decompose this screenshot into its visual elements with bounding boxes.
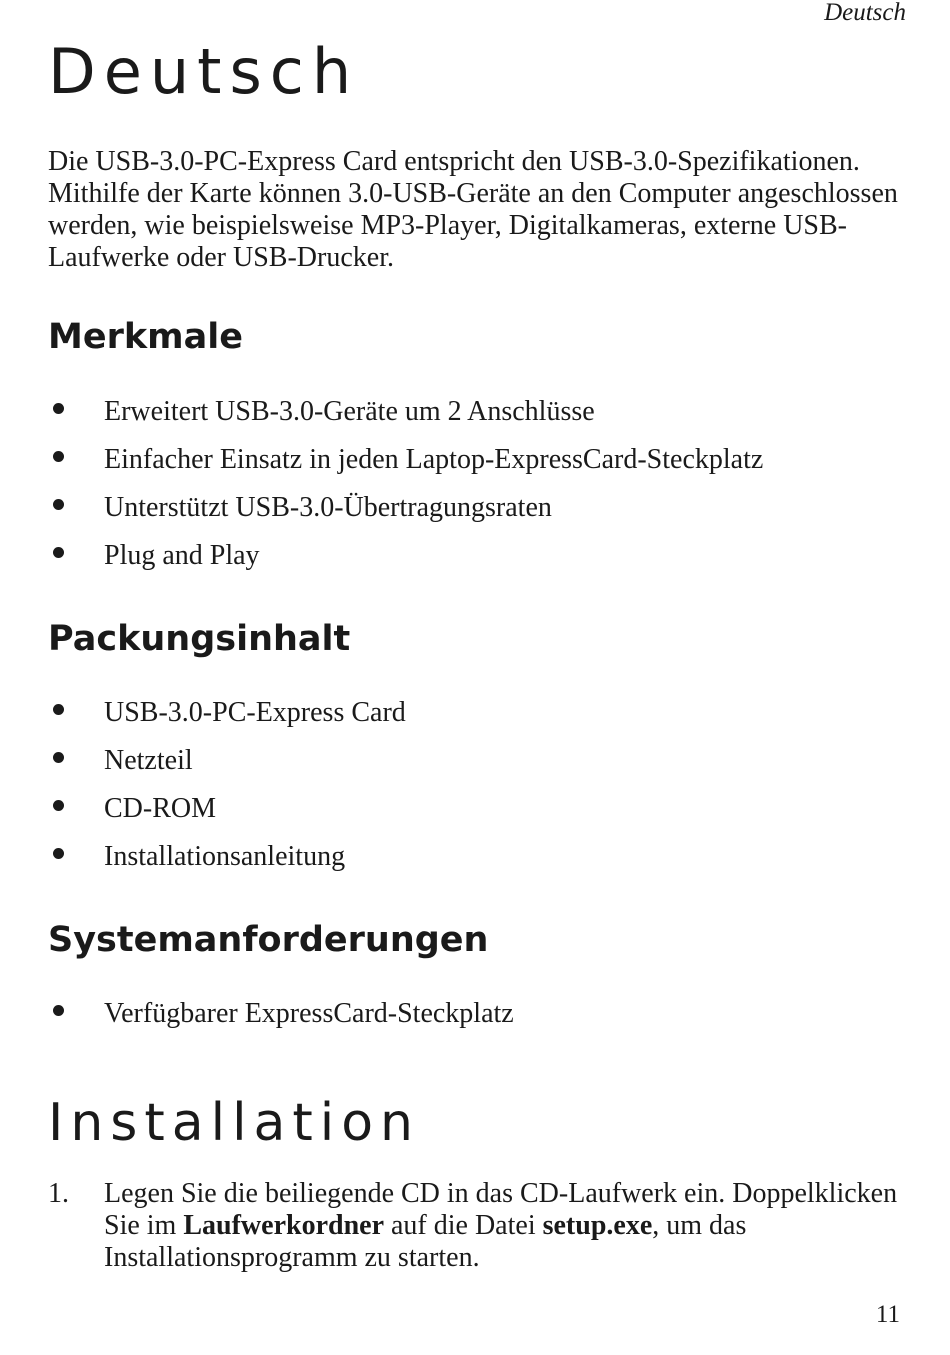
step-number: 1.: [48, 1178, 69, 1209]
page-title: Deutsch: [48, 35, 360, 108]
bullet-icon: [53, 848, 64, 859]
heading-packungsinhalt: Packungsinhalt: [48, 619, 351, 659]
list-item-text: Erweitert USB-3.0-Geräte um 2 Anschlüsse: [104, 396, 595, 427]
bullet-icon: [53, 752, 64, 763]
list-item-text: Unterstützt USB-3.0-Übertragungsraten: [104, 492, 552, 523]
bullet-icon: [53, 800, 64, 811]
running-header: Deutsch: [824, 0, 906, 26]
heading-systemanforderungen: Systemanforderungen: [48, 920, 489, 960]
step-text-part: , um das Installationsprogramm zu starten.: [104, 1210, 747, 1273]
heading-merkmale: Merkmale: [48, 317, 243, 357]
bullet-icon: [53, 547, 64, 558]
list-item-text: Verfügbarer ExpressCard-Steckplatz: [104, 998, 514, 1029]
page-number: 11: [875, 1301, 900, 1328]
list-item-text: USB-3.0-PC-Express Card: [104, 697, 406, 728]
bullet-icon: [53, 1005, 64, 1016]
step-text: [104, 1178, 904, 1274]
list-item-text: Netzteil: [104, 745, 193, 776]
bullet-icon: [53, 704, 64, 715]
bullet-icon: [53, 403, 64, 414]
setup-file-term: setup.exe: [542, 1210, 653, 1241]
installation-title: Installation: [48, 1093, 421, 1153]
bullet-icon: [53, 451, 64, 462]
drive-folder-term: Laufwerkordner: [183, 1210, 384, 1241]
step-text-part: Legen Sie die beiliegende CD in das CD-Laufwerk ein. Doppelklicken Sie im: [104, 1178, 898, 1241]
list-item-text: CD-ROM: [104, 793, 217, 824]
intro-paragraph: Die USB-3.0-PC-Express Card entspricht den USB-3.0-Spezifikationen. Mithilfe der Karte können 3.0-USB-Geräte an den Computer angeschlossen werden, wie beispielsweise MP3-Player, Digitalkameras, externe USB-Laufwerke oder USB-Drucker.: [48, 146, 898, 273]
list-item-text: Einfacher Einsatz in jeden Laptop-ExpressCard-Steckplatz: [104, 444, 764, 475]
list-item-text: Plug and Play: [104, 540, 260, 571]
bullet-icon: [53, 499, 64, 510]
list-item-text: Installationsanleitung: [104, 841, 346, 872]
step-text-part: auf die Datei: [384, 1210, 543, 1241]
